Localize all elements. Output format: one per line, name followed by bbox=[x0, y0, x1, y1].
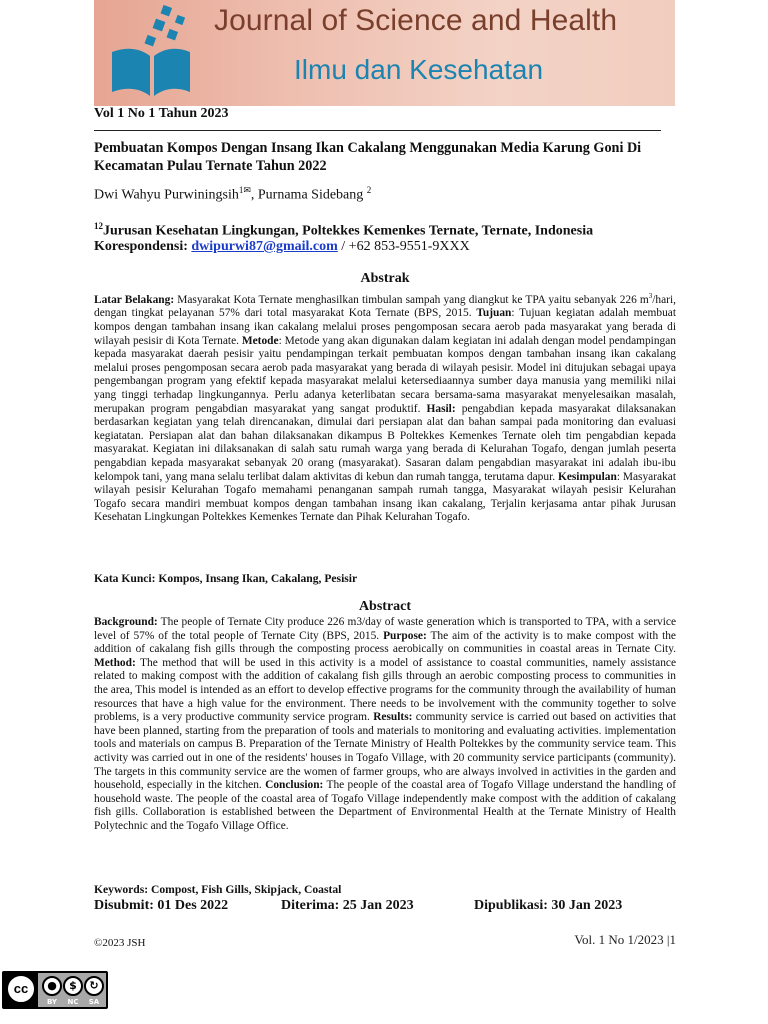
section-label: Kesimpulan bbox=[557, 470, 617, 483]
license-sa: SA bbox=[88, 998, 100, 1006]
cc-license-badge[interactable] bbox=[2, 971, 108, 1009]
person-icon: ● bbox=[42, 976, 62, 996]
article-title: Pembuatan Kompos Dengan Insang Ikan Cakalang Menggunakan Media Karung Goni Di Kecamatan Pulau Ternate Tahun 2022 bbox=[94, 140, 642, 174]
section-text: The people of the coastal area of Togafo Village understand the handling of household waste. The people of the coastal area of Togafo Village independently make compost with the addition of cakalang fish gills. Collaboration is established between the Department of Environmental Health at the Ternate Ministry of Health Polytechnic and the Togafo Village Office. bbox=[94, 779, 676, 832]
abstract-body bbox=[94, 616, 676, 834]
correspondence-label: Korespondensi: bbox=[94, 239, 188, 254]
author-name: Purnama Sidebang bbox=[257, 187, 364, 203]
license-by: BY bbox=[46, 998, 58, 1006]
page-number: Vol. 1 No 1/2023 |1 bbox=[574, 932, 676, 947]
section-label: Metode bbox=[241, 334, 279, 347]
affiliation bbox=[94, 221, 593, 240]
phone-number: / +62 853-9551-9XXX bbox=[337, 239, 470, 254]
section-label: Latar Belakang: bbox=[94, 293, 175, 306]
section-label: Results: bbox=[373, 711, 413, 724]
keywords: Keywords: Compost, Fish Gills, Skipjack, Coastal bbox=[94, 883, 342, 896]
section-text: : Metode yang akan digunakan dalam kegiatan ini adalah dengan model pendampingan kepada masyarakat daerah pesisir yaitu pendampingan terkait pembuatan kompos dengan tambahan insang ikan cakalang melalui proses pengomposan secara aerob pada masyarakat yang berada di wilayah pesisir. Model ini ditujukan sebagai upaya pengembangan program yang efektif kepada masyarakat melalui ketersediaannya sumber daya manusia yang memiliki nilai yang tinggi terhadap lingkungannya. Perlu adanya keterlibatan secara bersama-sama masyarakat menyelesaikan masalah, merupakan program pengabdian masyarakat yang sangat produktif. bbox=[94, 334, 676, 415]
date-accepted: Diterima: 25 Jan 2023 bbox=[281, 898, 414, 913]
journal-subtitle: Ilmu dan Kesehatan bbox=[294, 54, 544, 85]
section-text: The aim of the activity is to make compost with the addition of cakalang fish gills through the composting process aerobically on communities in coastal areas in Ternate City. bbox=[94, 629, 676, 656]
license-nc: NC bbox=[67, 998, 79, 1006]
section-text: Masyarakat Kota Ternate menghasilkan timbulan sampah yang diangkut ke TPA yaitu sebanyak 226 m bbox=[174, 293, 649, 306]
copyright: ©2023 JSH bbox=[94, 937, 146, 949]
section-label: Conclusion: bbox=[265, 779, 324, 792]
section-text: The people of Ternate City produce 226 m3/day of waste generation which is transported to TPA, with a service level of 57% of the total people of Ternate City (BPS, 2015. bbox=[94, 616, 676, 642]
section-label: Background: bbox=[94, 616, 158, 628]
affiliation-text: Jurusan Kesehatan Lingkungan, Poltekkes Kemenkes Ternate, Ternate, Indonesia bbox=[103, 223, 594, 239]
header-divider bbox=[94, 130, 661, 131]
author-superscript: 1✉ bbox=[238, 185, 251, 195]
journal-banner bbox=[94, 0, 675, 106]
section-text: : Tujuan kegiatan adalah membuat kompos dengan tambahan insang ikan cakalang melalui proses pengomposan secara aerob pada masyarakat yang berada di wilayah pesisir di Kota Ternate. bbox=[94, 307, 676, 347]
section-text: pengabdian kepada masyarakat dilaksanakan berdasarkan kegiatan yang telah direncanakan, dimulai dari persiapan alat dan bahan sampai pada monitoring dan evaluasi kegiatatan. Persiapan alat dan bahan dilaksanakan dikampus B Poltekkes Kemenkes Ternate oleh tim pengabdian kepada masyarakat. Kegiatan ini dilaksanakan di salah satu rumah warga yang berada di Kelurahan Togafo, dengan jumlah peserta pengabdian kepada masyarakat sebanyak 20 orang (masyarakat). Sasaran dalam pengabdian masyarakat ini adalah ibu-ibu kelompok tani, yang mana selalu terlibat dalam aktivitas di kebun dan rumah tangga, terutama dapur. bbox=[94, 402, 676, 483]
volume-label: Vol 1 No 1 Tahun 2023 bbox=[94, 106, 229, 121]
journal-title: Journal of Science and Health bbox=[214, 4, 618, 37]
share-alike-icon: ↻ bbox=[84, 976, 104, 996]
section-text: The method that will be used in this activity is a model of assistance to coastal communities, namely assistance related to making compost with the addition of cakalang fish gills through an aerobic composting process to communities in the area, This model is intended as an effort to develop effective programs for the community through the availability of human resources that have a high value for the environment. There needs to be involvement with the community together to solve problems, is a very productive community service program. bbox=[94, 656, 676, 724]
superscript: 3 bbox=[648, 292, 653, 300]
affiliation-superscript: 12 bbox=[94, 221, 103, 231]
section-label: Hasil: bbox=[426, 402, 456, 415]
abstract-heading: Abstract bbox=[358, 599, 412, 614]
cc-logo-icon: cc bbox=[6, 974, 36, 1004]
author-list bbox=[94, 185, 371, 204]
no-dollar-icon: $ bbox=[63, 976, 83, 996]
section-label: Tujuan bbox=[476, 307, 512, 320]
section-text: : Masyarakat wilayah pesisir Kelurahan Togafo memahami penanganan sampah rumah tangga, Masyarakat wilayah pesisir Kelurahan Togafo secara mandiri membuat kompos dengan tambahan insang ikan cakalang, Terjalin kerjasama antar pihak Jurusan Kesehatan Lingkungan Poltekkes Kemenkes Ternate dan Pihak Kelurahan Togafo. bbox=[94, 470, 676, 524]
book-logo-icon bbox=[102, 2, 192, 102]
section-label: Purpose: bbox=[383, 629, 427, 642]
date-published: Dipublikasi: 30 Jan 2023 bbox=[474, 898, 623, 913]
section-label: Method: bbox=[94, 656, 136, 669]
kata-kunci: Kata Kunci: Kompos, Insang Ikan, Cakalang, Pesisir bbox=[94, 572, 358, 585]
author-name: Dwi Wahyu Purwiningsih bbox=[94, 187, 239, 203]
abstrak-body bbox=[94, 290, 676, 525]
author-separator: , bbox=[250, 187, 258, 203]
author-superscript: 2 bbox=[366, 185, 372, 195]
abstrak-heading: Abstrak bbox=[360, 271, 410, 286]
section-text: /hari, dengan tingkat pelayanan 57% dari total masyarakat Kota Ternate (BPS, 2015. bbox=[94, 293, 676, 320]
email-link[interactable]: dwipurwi87@gmail.com bbox=[191, 239, 338, 254]
section-text: community service is carried out based on activities that have been planned, starting from the preparation of tools and materials to monitoring and evaluating activities. implementation tools and materials on campus B. Preparation of the Ternate Ministry of Health Poltekkes by the community service team. This activity was carried out in one of the residents' houses in Togafo Village, with 20 community service participants (community). The targets in this community service are the women of farmer groups, who are always involved in activities in the garden and household, especially in the kitchen. bbox=[94, 711, 676, 792]
correspondence bbox=[94, 239, 470, 255]
date-submitted: Disubmit: 01 Des 2022 bbox=[94, 898, 229, 913]
